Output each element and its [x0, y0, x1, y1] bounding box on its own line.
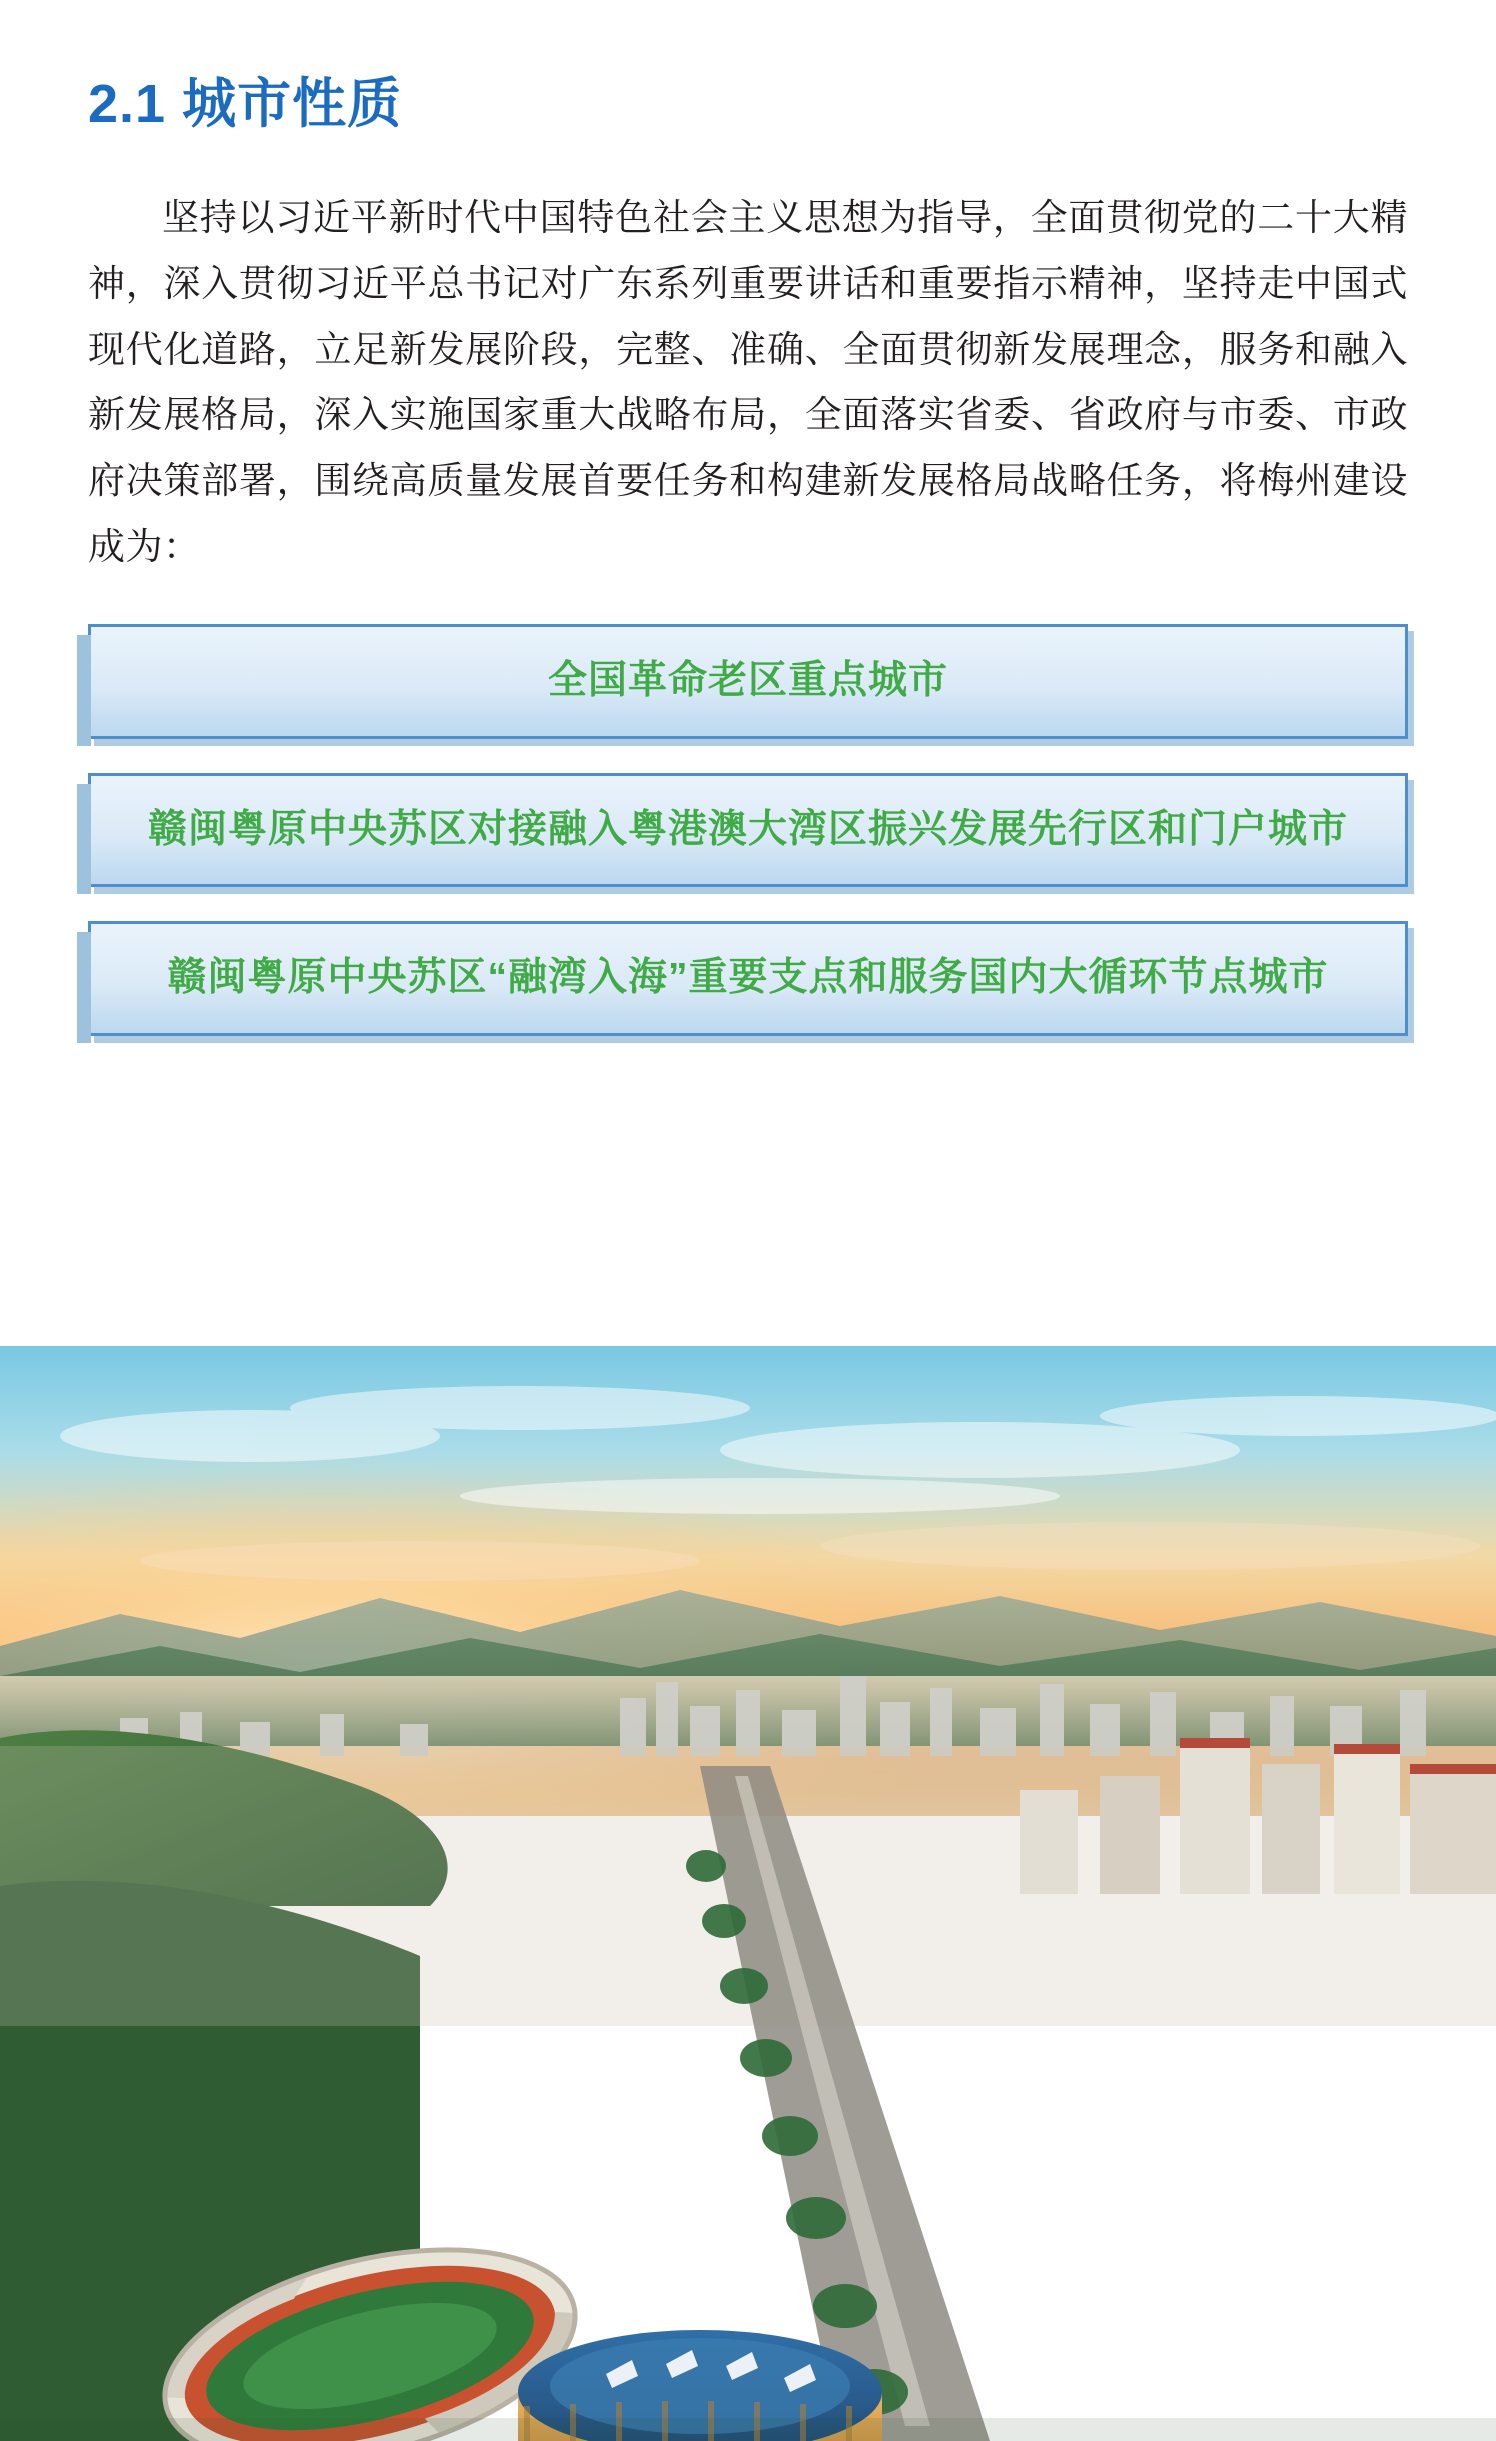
positioning-banner: [88, 921, 1408, 1036]
positioning-banner: [88, 624, 1408, 739]
page-title: 2.1 城市性质: [88, 74, 403, 134]
banner-label: 赣闽粤原中央苏区对接融入粤港澳大湾区振兴发展先行区和门户城市: [147, 807, 1348, 851]
positioning-banner: [88, 773, 1408, 888]
banner-label: 全国革命老区重点城市: [547, 658, 948, 702]
body-paragraph: 坚持以习近平新时代中国特色社会主义思想为指导，全面贯彻党的二十大精神，深入贯彻习近平总书记对广东系列重要讲话和重要指示精神，坚持走中国式现代化道路，立足新发展阶段，完整、准确、全面贯彻新发展理念，服务和融入新发展格局，深入实施国家重大战略布局，全面落实省委、省政府与市委、市政府决策部署，围绕高质量发展首要任务和构建新发展格局战略任务，将梅州建设成为：: [88, 196, 1408, 568]
positioning-banner-list: [88, 580, 1408, 1036]
city-aerial-sunset-photo: [0, 1346, 1496, 2441]
banner-label: 赣闽粤原中央苏区“融湾入海”重要支点和服务国内大循环节点城市: [167, 956, 1329, 1000]
page-content: [0, 0, 1496, 1036]
